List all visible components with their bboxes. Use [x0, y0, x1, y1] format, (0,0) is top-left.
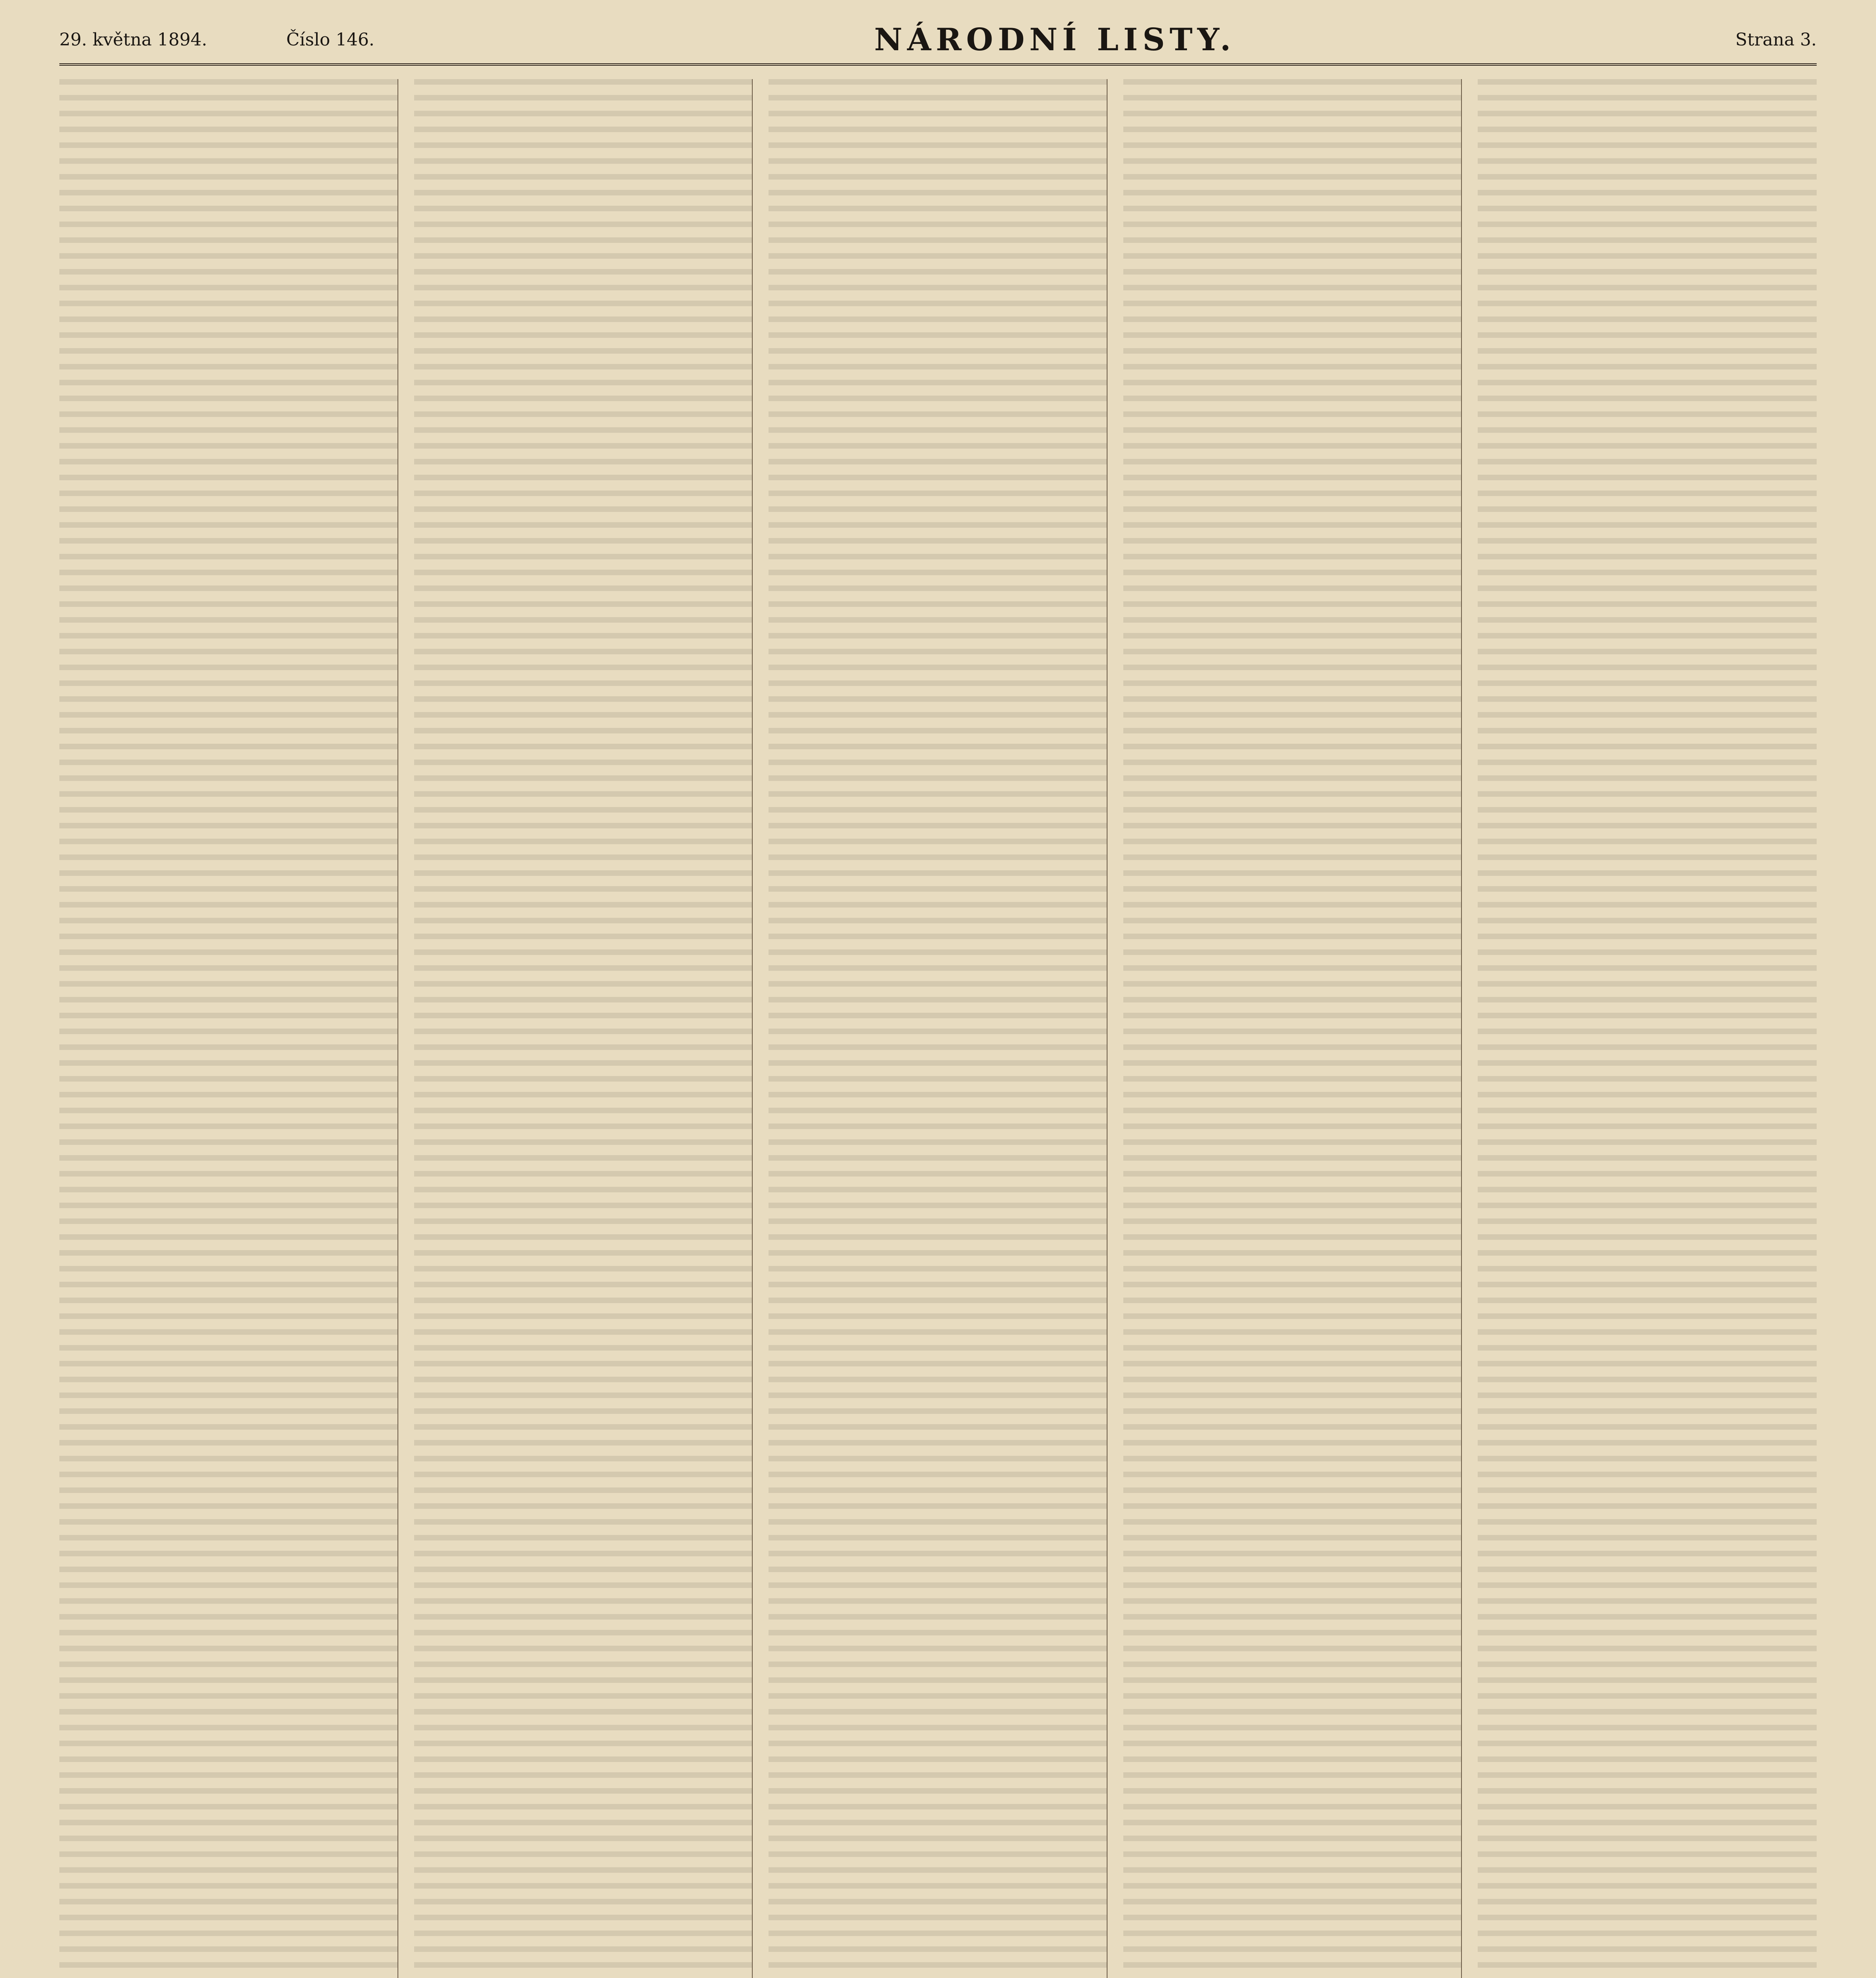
page-number: Strana 3. [1735, 29, 1817, 50]
masthead-left [59, 30, 375, 50]
masthead [59, 16, 1817, 66]
issue-date: 29. května 1894. [59, 29, 207, 50]
article-column [414, 79, 753, 1978]
article-column [59, 79, 398, 1978]
article-column [769, 79, 1107, 1978]
newspaper-title: NÁRODNÍ LISTY. [874, 21, 1236, 58]
article-column [1123, 79, 1462, 1978]
article-column [1478, 79, 1817, 1978]
issue-number: Číslo 146. [286, 29, 375, 50]
article-columns [59, 79, 1817, 1978]
